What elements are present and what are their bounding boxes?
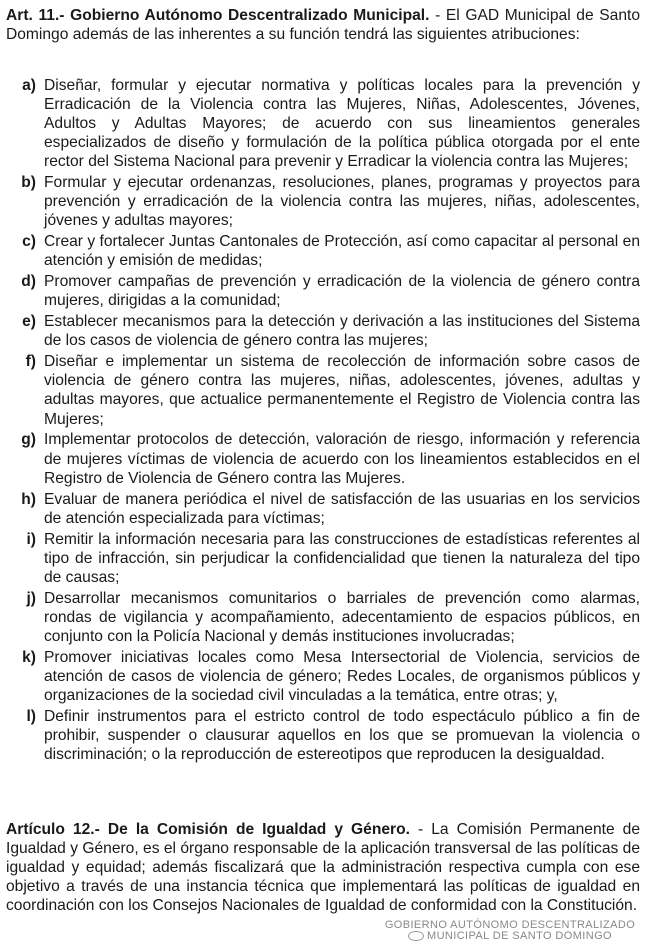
list-item (6, 707, 640, 764)
list-item-text: Remitir la información necesaria para las construcciones de estadísticas referentes al tipo de infracción, sin perjudicar la confidencialidad que tienen la naturaleza del tipo de causas; (44, 530, 640, 586)
list-item-letter: c) (22, 233, 36, 251)
article-12 (6, 820, 640, 915)
article-12-heading: Artículo 12.- De la Comisión de Igualdad y Género. (6, 821, 410, 838)
list-item-letter: e) (22, 313, 36, 331)
list-item (6, 430, 640, 487)
list-item (6, 648, 640, 705)
list-item-text: Promover iniciativas locales como Mesa Intersectorial de Violencia, servicios de atención de casos de violencia de género; Redes Locales, de organismos públicos y organizaciones de la sociedad civil vinculadas a la temática, entre otras; y, (44, 648, 640, 704)
list-item-letter: l) (26, 707, 36, 725)
list-item-text: Diseñar, formular y ejecutar normativa y políticas locales para la prevención y Erradicación de la Violencia contra las Mujeres, Niñas, Adolescentes, Jóvenes, Adultos y Adultas Mayores; de acuerdo con sus lineamientos generales especializados de diseño y formulación de la política pública otorgada por el ente rector del Sistema Nacional para prevenir y Erradicar la violencia contra las Mujeres; (44, 77, 640, 171)
list-item (6, 312, 640, 350)
list-item-letter: j) (26, 589, 36, 607)
list-item-text: Establecer mecanismos para la detección y derivación a las instituciones del Sistema de los casos de violencia de género contra las mujeres; (44, 313, 640, 350)
municipal-stamp (380, 920, 640, 942)
list-item (6, 232, 640, 270)
list-item-letter: f) (25, 353, 36, 371)
list-item-letter: b) (21, 174, 36, 192)
seal-icon (408, 931, 424, 941)
list-item-letter: d) (21, 273, 36, 291)
list-item-letter: h) (21, 490, 36, 508)
list-item-letter: i) (26, 530, 36, 548)
article-11-intro (6, 6, 640, 44)
list-item-text: Formular y ejecutar ordenanzas, resoluciones, planes, programas y proyectos para prevención y erradicación de la violencia contra las mujeres, niñas, adolescentes, jóvenes y adultas mayores; (44, 174, 640, 230)
list-item (6, 352, 640, 428)
list-item-letter: a) (22, 77, 36, 94)
list-item-text: Implementar protocolos de detección, valoración de riesgo, información y referencia de mujeres víctimas de violencia de acuerdo con los lineamientos establecidos en el Registro de Violencia de Género contra las Mujeres. (44, 431, 640, 487)
list-item-text: Diseñar e implementar un sistema de recolección de información sobre casos de violencia de género contra las mujeres, niñas, adolescentes, jóvenes, adultas y adultas mayores, que actualice permanentemente el Registro de Violencia contra las Mujeres; (44, 353, 640, 428)
list-item-text: Promover campañas de prevención y erradicación de la violencia de género contra mujeres, dirigidas a la comunidad; (44, 273, 640, 310)
list-item-text: Definir instrumentos para el estricto control de todo espectáculo público a fin de prohibir, suspender o clausurar aquellos en los que se promuevan la violencia o discriminación; o la reproducción de estereotipos que reproducen la desigualdad. (44, 707, 640, 763)
article-11-intro-text: - El GAD Municipal de Santo Domingo además de las inherentes a su función tendrá las siguientes atribuciones: (6, 7, 640, 44)
stamp-line-2 (380, 931, 640, 942)
stamp-line-1: GOBIERNO AUTÓNOMO DESCENTRALIZADO (384, 919, 636, 931)
article-11-heading: Art. 11.- Gobierno Autónomo Descentralizado Municipal. (6, 7, 430, 24)
list-item (6, 173, 640, 230)
list-item (6, 530, 640, 587)
list-item-text: Crear y fortalecer Juntas Cantonales de Protección, así como capacitar al personal en atención y emisión de medidas; (44, 233, 640, 270)
article-12-text: - La Comisión Permanente de Igualdad y Género, es el órgano responsable de la aplicación transversal de las políticas de igualdad y equidad; además fiscalizará que la administración respectiva cumpla con ese objetivo a través de una instancia técnica que implementará las políticas de igualdad en coordinación con los Consejos Nacionales de Igualdad de conformidad con la Constitución. (6, 821, 641, 915)
attributions-list (6, 76, 640, 766)
list-item (6, 490, 640, 528)
stamp-line-2-text: MUNICIPAL DE SANTO DOMINGO (427, 930, 612, 942)
list-item (6, 76, 640, 171)
list-item (6, 272, 640, 310)
list-item (6, 589, 640, 646)
list-item-letter: k) (22, 648, 36, 666)
list-item-text: Desarrollar mecanismos comunitarios o barriales de prevención como alarmas, rondas de vigilancia y acompañamiento, adecentamiento de espacios públicos, en conjunto con la Policía Nacional y demás instituciones involucradas; (44, 589, 640, 645)
list-item-letter: g) (21, 431, 36, 449)
list-item-text: Evaluar de manera periódica el nivel de satisfacción de las usuarias en los servicios de atención especializada para víctimas; (44, 490, 640, 527)
